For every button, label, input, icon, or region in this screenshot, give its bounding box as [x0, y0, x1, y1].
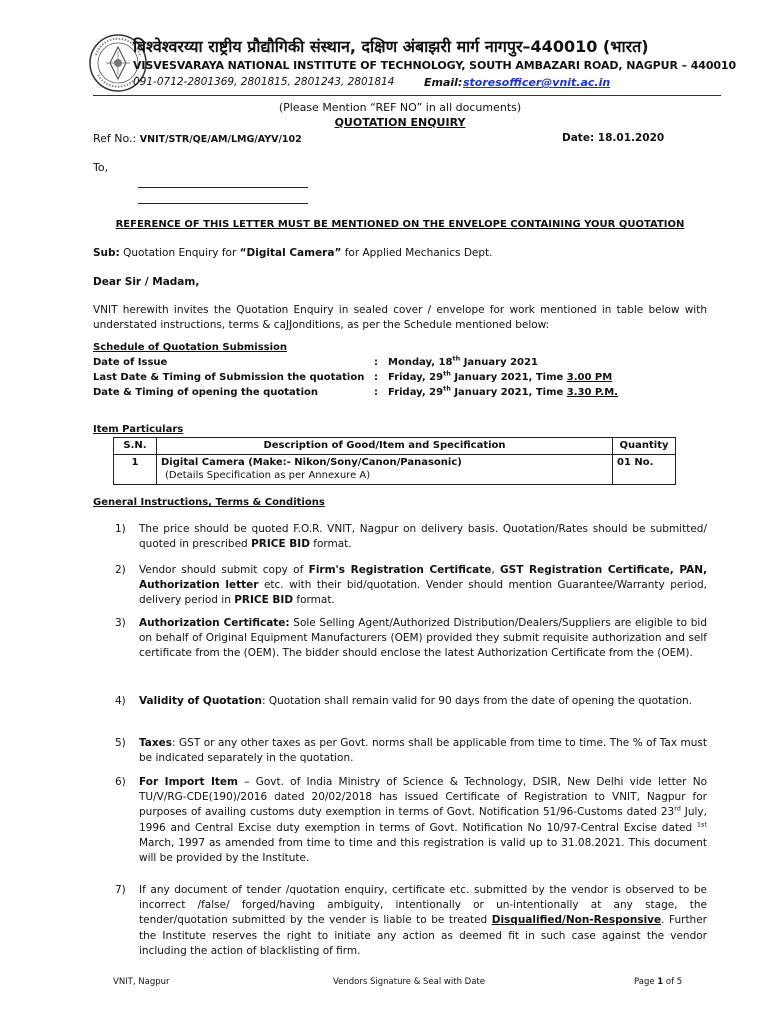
page-post: of 5 — [663, 977, 683, 987]
item-name: Digital Camera (Make:- Nikon/Sony/Canon/Panasonic) — [161, 456, 462, 468]
condition-text: Vendor should submit copy of Firm's Registration Certificate, GST Registration Certificate, PAN, Authorization letter etc. with their bid/quotation. Vender should mention Guarantee/Warranty period, delivery period in PRICE BID format. — [139, 564, 707, 607]
item-sn: 1 — [114, 454, 157, 484]
item-quantity: 01 No. — [613, 454, 676, 484]
schedule-label: Last Date & Timing of Submission the quotation — [93, 372, 365, 383]
footer-left: VNIT, Nagpur — [113, 977, 170, 987]
mention-note: (Please Mention “REF NO” in all documents) — [278, 101, 522, 114]
condition-item — [93, 775, 707, 866]
subject-item: “Digital Camera” — [239, 247, 342, 259]
institute-name-english: VISVESVARAYA NATIONAL INSTITUTE OF TECHNOLOGY, SOUTH AMBAZARI ROAD, NAGPUR – 440010 — [133, 59, 737, 72]
reference-note: REFERENCE OF THIS LETTER MUST BE MENTIONED ON THE ENVELOPE CONTAINING YOUR QUOTATION — [115, 219, 685, 230]
condition-item — [93, 736, 707, 766]
item-description — [157, 454, 613, 484]
col-header-quantity: Quantity — [613, 438, 676, 455]
salutation: Dear Sir / Madam, — [93, 276, 200, 288]
schedule-label: Date & Timing of opening the quotation — [93, 387, 319, 398]
condition-text: For Import Item – Govt. of India Ministry of Science & Technology, DSIR, New Delhi vide letter No TU/V/RG-CDE(190)/2016 dated 20/02/2018 has issued Certificate of Registration to VNIT, Nagpur for purposes of availing customs duty exemption in terms of Govt. Notification 51/96-Customs dated 23rd July, 1996 and Central Excise duty exemption in terms of Govt. Notification No 10/97-Central Excise dated $^{1st}$ March, 1997 as amended from time to time and this registration is valid up to 31.08.2021. This document will be provided by the Institute. — [139, 776, 707, 865]
subject-line — [93, 246, 493, 261]
intro-paragraph: VNIT herewith invites the Quotation Enquiry in sealed cover / envelope for work mentioned in table below with understated instructions, terms & caJJonditions, as per the Schedule mentioned below: — [93, 304, 707, 332]
schedule-colon: : — [374, 387, 378, 398]
email-link[interactable]: storesofficer@vnit.ac.in — [463, 76, 611, 89]
page-current: 1 — [657, 977, 664, 987]
condition-item — [93, 883, 707, 959]
institute-name-hindi: विश्वेश्वरय्या राष्ट्रीय प्रौद्यौगिकी संस्थान, दक्षिण अंबाझरी मार्ग नागपुर–440010 (भारत) — [133, 37, 649, 56]
subject-label: Sub: — [93, 247, 120, 259]
schedule-title: Schedule of Quotation Submission — [93, 342, 288, 353]
ref-value: VNIT/STR/QE/AM/LMG/AYV/102 — [139, 134, 302, 145]
condition-item — [93, 694, 707, 709]
footer-center: Vendors Signature & Seal with Date — [333, 977, 485, 987]
schedule-label: Date of Issue — [93, 357, 168, 368]
email-label: Email: — [424, 76, 463, 89]
phone-numbers: 091-0712-2801369, 2801815, 2801243, 2801814 — [133, 76, 395, 88]
col-header-sn: S.N. — [114, 438, 157, 455]
condition-item — [93, 616, 707, 662]
condition-text: Validity of Quotation: Quotation shall remain valid for 90 days from the date of opening the quotation. — [139, 695, 692, 707]
ref-label: Ref No.: — [93, 132, 137, 145]
address-blank-line — [138, 187, 308, 188]
subject-suffix: for Applied Mechanics Dept. — [344, 247, 493, 259]
condition-text: Authorization Certificate: Sole Selling Agent/Authorized Distribution/Dealers/Suppliers are eligible to bid on behalf of Original Equipment Manufacturers (OEM) provided they submit requisite authorization and self certificate from the (OEM). The bidder should enclose the latest Authorization Certificate from the (OEM). — [139, 617, 707, 660]
items-table — [113, 437, 676, 485]
condition-number: 4) — [115, 695, 126, 707]
schedule-value: Friday, 29th January 2021, Time 3.30 P.M. — [388, 384, 618, 398]
condition-number: 3) — [115, 617, 126, 629]
schedule-colon: : — [374, 357, 378, 368]
header-divider — [93, 95, 721, 96]
condition-item — [93, 522, 707, 552]
condition-number: 2) — [115, 564, 126, 576]
col-header-description: Description of Good/Item and Specification — [157, 438, 613, 455]
to-label: To, — [93, 161, 109, 174]
condition-text: If any document of tender /quotation enquiry, certificate etc. submitted by the vendor is observed to be incorrect /false/ forged/having ambiguity, intentionally or un-intentionally at any stage, the tender/quotation submitted by the vender is liable to be treated Disqualified/Non-Responsive. Further the Institute reserves the right to initiate any action as deemed fit in such case against the vendor including the action of blacklisting of firm. — [139, 884, 707, 957]
general-instructions-title: General Instructions, Terms & Conditions — [93, 497, 325, 508]
reference-number — [93, 131, 302, 147]
condition-text: The price should be quoted F.O.R. VNIT, Nagpur on delivery basis. Quotation/Rates should be submitted/ quoted in prescribed PRICE BID format. — [139, 523, 707, 551]
schedule-time: 3.30 P.M. — [566, 387, 618, 398]
condition-item — [93, 563, 707, 609]
condition-number: 7) — [115, 884, 126, 896]
items-title: Item Particulars — [93, 424, 184, 435]
page-number — [634, 976, 682, 988]
condition-number: 5) — [115, 737, 126, 749]
table-row — [114, 454, 676, 484]
document-date: Date: 18.01.2020 — [562, 132, 665, 144]
condition-number: 1) — [115, 523, 126, 535]
schedule-time: 3.00 PM — [566, 372, 613, 383]
schedule-value: Monday, 18th January 2021 — [388, 354, 538, 368]
document-title: QUOTATION ENQUIRY — [334, 116, 466, 129]
condition-text: Taxes: GST or any other taxes as per Govt. norms shall be applicable from time to time. The % of Tax must be indicated separately in the quotation. — [139, 737, 707, 765]
schedule-value: Friday, 29th January 2021, Time 3.00 PM — [388, 369, 613, 383]
condition-number: 6) — [115, 776, 126, 788]
address-blank-line — [138, 203, 308, 204]
schedule-colon: : — [374, 372, 378, 383]
subject-prefix: Quotation Enquiry for — [123, 247, 237, 259]
item-spec: (Details Specification as per Annexure A) — [165, 470, 371, 481]
page-pre: Page — [634, 977, 658, 987]
